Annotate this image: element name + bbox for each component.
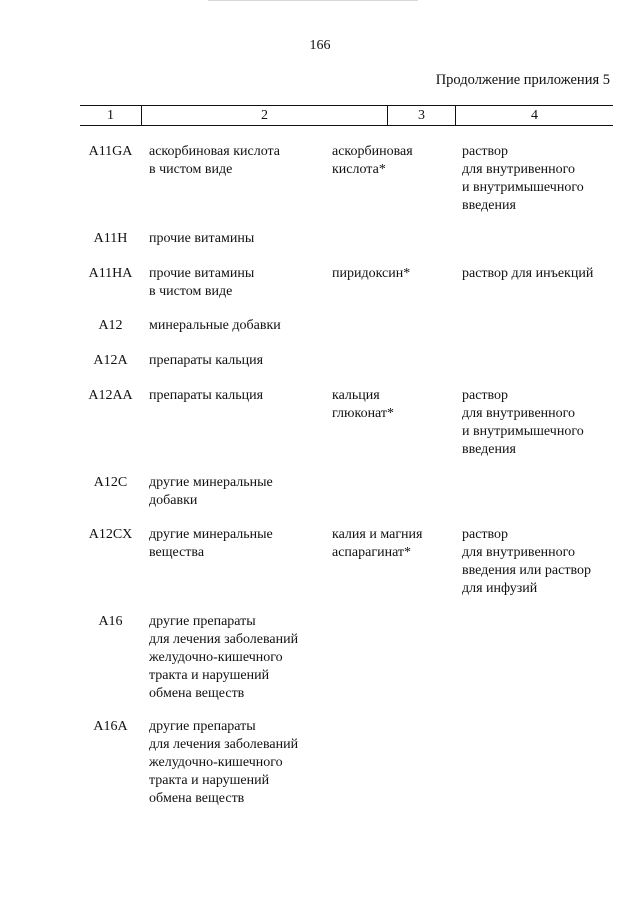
continuation-label: Продолжение приложения 5: [435, 72, 610, 88]
column-header-3: 3: [388, 106, 456, 125]
atc-group-name: препараты кальция: [149, 353, 264, 368]
scan-top-edge: [208, 0, 418, 1]
column-header-1: 1: [80, 106, 142, 125]
dosage-form: раствор для внутривенного и внутримышечного введения: [462, 144, 584, 213]
dosage-form: раствор для внутривенного введения или раствор для инфузий: [462, 527, 591, 596]
atc-code: A16A: [93, 719, 128, 734]
atc-group-name: прочие витамины в чистом виде: [149, 266, 255, 299]
table-header: [80, 105, 613, 126]
column-header-4: 4: [531, 108, 538, 123]
atc-group-name: прочие витамины: [149, 231, 255, 246]
dosage-form: раствор для внутривенного и внутримышечного введения: [462, 388, 584, 457]
atc-code: A12AA: [88, 388, 133, 403]
atc-group-name: другие минеральные вещества: [149, 527, 273, 560]
atc-code: A11HA: [88, 266, 133, 281]
drug-name: аскорбиновая кислота*: [332, 144, 413, 177]
atc-code: A12C: [93, 475, 128, 490]
page-number: 166: [309, 38, 331, 53]
column-header-2: 2: [142, 106, 388, 125]
atc-code: A11H: [93, 231, 128, 246]
atc-code: A12CX: [88, 527, 133, 542]
atc-code: A16: [98, 614, 123, 629]
atc-group-name: другие препараты для лечения заболеваний желудочно-кишечного тракта и нарушений обмена веществ: [149, 719, 299, 806]
drug-name: кальция глюконат*: [332, 388, 395, 421]
atc-code: A12: [98, 318, 123, 333]
atc-group-name: препараты кальция: [149, 388, 264, 403]
dosage-form: раствор для инъекций: [462, 266, 594, 281]
atc-code: A11GA: [88, 144, 133, 159]
atc-group-name: другие препараты для лечения заболеваний желудочно-кишечного тракта и нарушений обмена веществ: [149, 614, 299, 701]
drug-name: пиридоксин*: [332, 266, 411, 281]
atc-code: A12A: [93, 353, 128, 368]
atc-group-name: аскорбиновая кислота в чистом виде: [149, 144, 281, 177]
atc-group-name: другие минеральные добавки: [149, 475, 273, 508]
atc-group-name: минеральные добавки: [149, 318, 281, 333]
drug-name: калия и магния аспарагинат*: [332, 527, 423, 560]
